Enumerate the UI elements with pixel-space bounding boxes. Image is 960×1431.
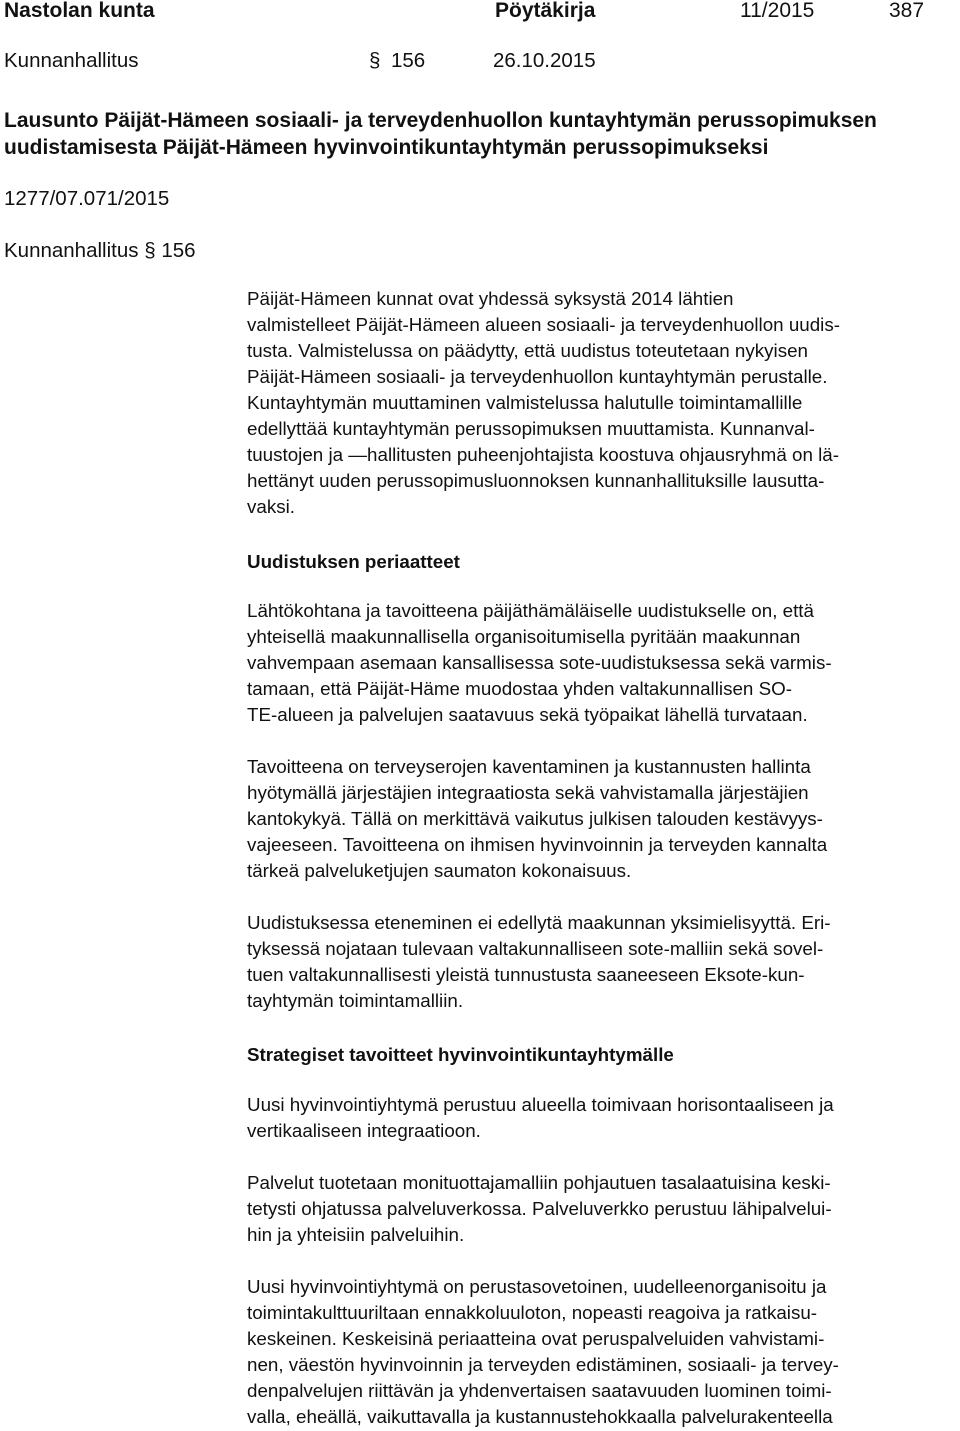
text-line: vertikaaliseen integraatioon. bbox=[247, 1120, 481, 1141]
paragraph-strategic-2 bbox=[247, 1170, 959, 1248]
subheader-body-name: Kunnanhallitus bbox=[4, 239, 139, 262]
paragraph-strategic-3 bbox=[247, 1274, 959, 1430]
text-line: tyksessä nojataan tulevaan valtakunnalliseen sote-malliin sekä sovel- bbox=[247, 938, 824, 959]
section-symbol: § bbox=[369, 49, 381, 72]
text-line: tamaan, että Päijät-Häme muodostaa yhden valtakunnallisen SO- bbox=[247, 678, 792, 699]
paragraph-principles-2 bbox=[247, 754, 959, 884]
document-type: Pöytäkirja bbox=[495, 0, 596, 22]
meeting-date: 26.10.2015 bbox=[493, 49, 596, 72]
paragraph-strategic-1 bbox=[247, 1092, 959, 1144]
text-line: tusta. Valmistelussa on päädytty, että uudistus toteutetaan nykyisen bbox=[247, 340, 808, 361]
issue-number: 11/2015 bbox=[740, 0, 815, 22]
text-line: tuustojen ja —hallitusten puheenjohtajista koostuva ohjausryhmä on lä- bbox=[247, 444, 839, 465]
text-line: hin ja yhteisiin palveluihin. bbox=[247, 1224, 465, 1245]
text-line: Päijät-Hämeen sosiaali- ja terveydenhuollon kuntayhtymän perustalle. bbox=[247, 366, 828, 387]
heading-principles: Uudistuksen periaatteet bbox=[247, 551, 460, 572]
text-line: nen, väestön hyvinvoinnin ja terveyden edistäminen, sosiaali- ja tervey- bbox=[247, 1354, 839, 1375]
text-line: vaksi. bbox=[247, 496, 296, 517]
text-line: keskeinen. Keskeisinä periaatteina ovat peruspalveluiden vahvistami- bbox=[247, 1328, 825, 1349]
diary-number: 1277/07.071/2015 bbox=[4, 187, 170, 210]
text-line: tayhtymän toimintamalliin. bbox=[247, 990, 464, 1011]
text-line: Tavoitteena on terveyserojen kaventaminen ja kustannusten hallinta bbox=[247, 756, 811, 777]
paragraph-principles-3 bbox=[247, 910, 959, 1014]
text-line: kantokykyä. Tällä on merkittävä vaikutus julkisen talouden kestävyys- bbox=[247, 808, 823, 829]
text-line: hettänyt uuden perussopimusluonnoksen kunnanhallituksille lausutta- bbox=[247, 470, 825, 491]
text-line: TE-alueen ja palvelujen saatavuus sekä työpaikat lähellä turvataan. bbox=[247, 704, 808, 725]
text-line: Päijät-Hämeen kunnat ovat yhdessä syksystä 2014 lähtien bbox=[247, 288, 734, 309]
section-number: 156 bbox=[391, 49, 426, 72]
text-line: tärkeä palveluketjujen saumaton kokonaisuus. bbox=[247, 860, 632, 881]
text-line: Uudistuksessa eteneminen ei edellytä maakunnan yksimielisyyttä. Eri- bbox=[247, 912, 831, 933]
page-number: 387 bbox=[889, 0, 925, 22]
text-line: valmistelleet Päijät-Hämeen alueen sosiaali- ja terveydenhuollon uudis- bbox=[247, 314, 840, 335]
text-line: tetysti ohjatussa palveluverkossa. Palveluverkko perustuu lähipalvelui- bbox=[247, 1198, 832, 1219]
body-name: Kunnanhallitus bbox=[4, 49, 139, 72]
document-title bbox=[4, 107, 877, 161]
text-line: edellyttää kuntayhtymän perussopimuksen muuttamista. Kunnanval- bbox=[247, 418, 815, 439]
paragraph-intro bbox=[247, 286, 959, 520]
text-line: tuen valtakunnallisesti yleistä tunnustusta saaneeseen Eksote-kun- bbox=[247, 964, 805, 985]
text-line: Uusi hyvinvointiyhtymä on perustasovetoinen, uudelleenorganisoitu ja bbox=[247, 1276, 827, 1297]
title-line: uudistamisesta Päijät-Hämeen hyvinvointikuntayhtymän perussopimukseksi bbox=[4, 136, 769, 159]
text-line: Palvelut tuotetaan monituottajamalliin pohjautuen tasalaatuisina keski- bbox=[247, 1172, 831, 1193]
section-subheader bbox=[4, 239, 196, 263]
text-line: toimintakulttuuriltaan ennakkoluuloton, nopeasti reagoiva ja ratkaisu- bbox=[247, 1302, 818, 1323]
text-line: hyötymällä järjestäjien integraatiosta sekä vahvistamalla järjestäjien bbox=[247, 782, 809, 803]
paragraph-principles-1 bbox=[247, 598, 959, 728]
text-line: Kuntayhtymän muuttaminen valmistelussa halutulle toimintamallille bbox=[247, 392, 803, 413]
text-line: vahvempaan asemaan kansallisessa sote-uudistuksessa sekä varmis- bbox=[247, 652, 832, 673]
text-line: valla, eheällä, vaikuttavalla ja kustannustehokkaalla palvelurakenteella bbox=[247, 1406, 833, 1427]
text-line: yhteisellä maakunnallisella organisoitumisella pyritään maakunnan bbox=[247, 626, 801, 647]
text-line: vajeeseen. Tavoitteena on ihmisen hyvinvoinnin ja terveyden kannalta bbox=[247, 834, 828, 855]
subheader-section-number: 156 bbox=[161, 239, 196, 262]
heading-strategic: Strategiset tavoitteet hyvinvointikuntayhtymälle bbox=[247, 1044, 674, 1065]
subheader-section-symbol: § bbox=[144, 239, 156, 262]
text-line: denpalvelujen riittävän ja yhdenvertaisen saatavuuden luominen toimi- bbox=[247, 1380, 832, 1401]
text-line: Lähtökohtana ja tavoitteena päijäthämäläiselle uudistukselle on, että bbox=[247, 600, 814, 621]
title-line: Lausunto Päijät-Hämeen sosiaali- ja terveydenhuollon kuntayhtymän perussopimuksen bbox=[4, 109, 877, 132]
text-line: Uusi hyvinvointiyhtymä perustuu alueella toimivaan horisontaaliseen ja bbox=[247, 1094, 834, 1115]
municipality-name: Nastolan kunta bbox=[4, 0, 155, 22]
